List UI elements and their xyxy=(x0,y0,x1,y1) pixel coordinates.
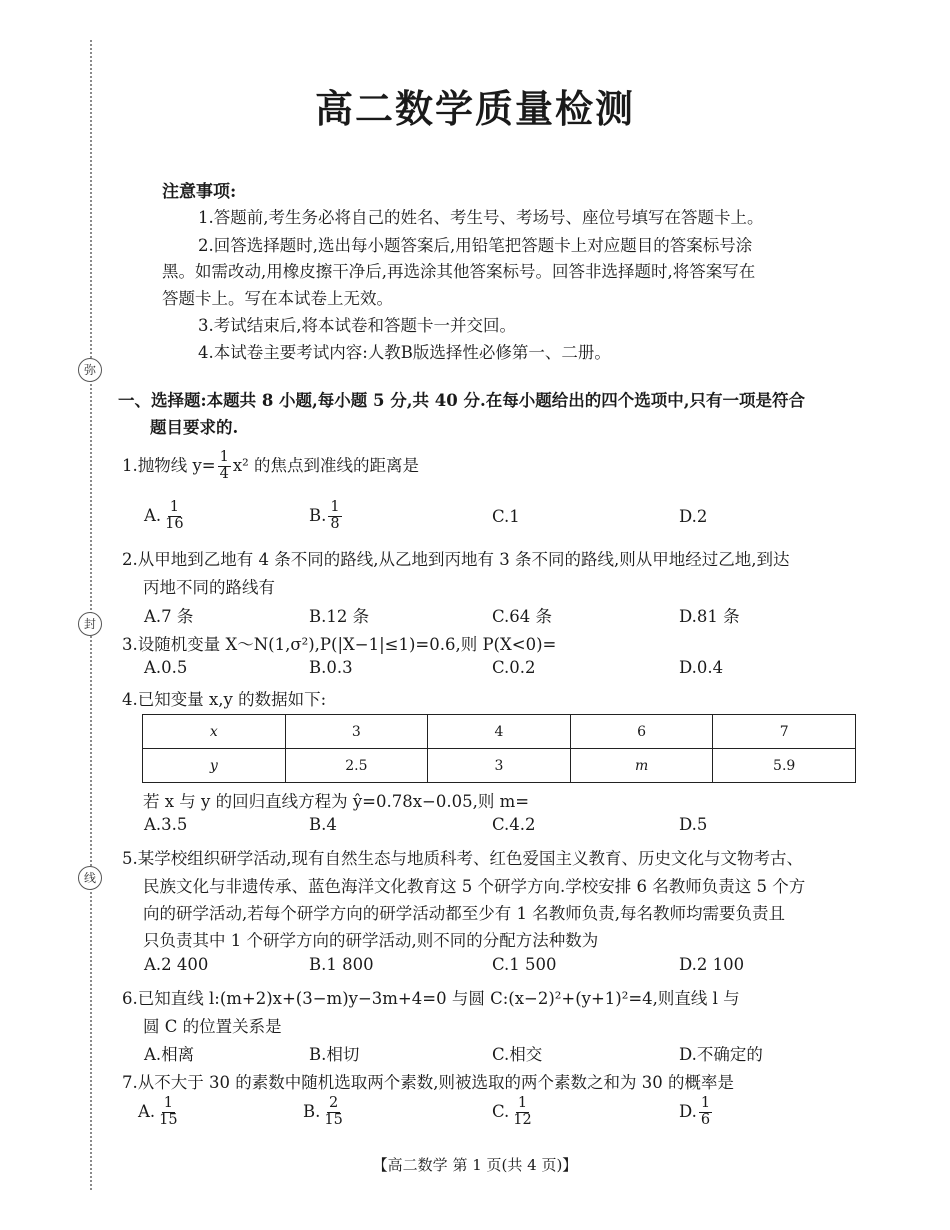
notice-line: 2.回答选择题时,选出每小题答案后,用铅笔把答题卡上对应题目的答案标号涂 xyxy=(198,236,753,255)
q1-stem-suffix: x² 的焦点到准线的距离是 xyxy=(232,455,420,475)
question-6-stem-cont: 圆 C 的位置关系是 xyxy=(143,1017,282,1036)
question-6-stem: 6.已知直线 l:(m+2)x+(3−m)y−3m+4=0 与圆 C:(x−2)²+(y+1)²=4,则直线 l 与 xyxy=(122,989,740,1008)
q2-option-b: B.12 条 xyxy=(309,607,370,626)
table-cell: 3 xyxy=(285,715,428,749)
q3-option-c: C.0.2 xyxy=(492,658,536,677)
q6-option-c: C.相交 xyxy=(492,1045,543,1064)
question-3-stem: 3.设随机变量 X～N(1,σ²),P(|X−1|≤1)=0.6,则 P(X<0)= xyxy=(122,635,557,654)
q5-option-a: A.2 400 xyxy=(144,955,209,974)
notice-line: 3.考试结束后,将本试卷和答题卡一并交回。 xyxy=(198,316,516,335)
notice-line: 1.答题前,考生务必将自己的姓名、考生号、考场号、座位号填写在答题卡上。 xyxy=(198,208,764,227)
q3-option-a: A.0.5 xyxy=(144,658,188,677)
table-cell: 6 xyxy=(570,715,713,749)
seal-mark-mi: 弥 xyxy=(78,358,102,382)
page-title: 高二数学质量检测 xyxy=(314,86,635,131)
q5-option-d: D.2 100 xyxy=(679,955,745,974)
question-2-stem: 2.从甲地到乙地有 4 条不同的路线,从乙地到丙地有 3 条不同的路线,则从甲地经过乙地,到达 xyxy=(122,550,790,569)
q7-option-d: D. $\frac{1}{6}$ xyxy=(679,1095,711,1128)
table-cell: 2.5 xyxy=(285,749,428,783)
question-5-stem-cont: 民族文化与非遗传承、蓝色海洋文化教育这 5 个研学方向.学校安排 6 名教师负责这 5 个方 xyxy=(143,877,806,896)
table-cell: 5.9 xyxy=(713,749,856,783)
q7-option-b: B. $\frac{2}{15}$ xyxy=(303,1095,343,1128)
notice-line: 黑。如需改动,用橡皮擦干净后,再选涂其他答案标号。回答非选择题时,将答案写在 xyxy=(162,262,756,281)
q4-option-c: C.4.2 xyxy=(492,815,536,834)
q4-data-table xyxy=(142,714,856,783)
question-4-stem: 4.已知变量 x,y 的数据如下: xyxy=(122,690,327,709)
q2-option-d: D.81 条 xyxy=(679,607,740,626)
table-cell: 4 xyxy=(428,715,571,749)
q3-option-b: B.0.3 xyxy=(309,658,353,677)
notice-line: 答题卡上。写在本试卷上无效。 xyxy=(162,289,393,308)
question-2-stem-cont: 丙地不同的路线有 xyxy=(143,578,275,597)
q5-option-c: C.1 500 xyxy=(492,955,557,974)
q4-option-a: A.3.5 xyxy=(144,815,188,834)
question-5-stem-cont: 只负责其中 1 个研学方向的研学活动,则不同的分配方法种数为 xyxy=(143,931,599,950)
q4-option-d: D.5 xyxy=(679,815,708,834)
q4-option-b: B.4 xyxy=(309,815,337,834)
notice-heading: 注意事项: xyxy=(162,182,237,202)
table-row xyxy=(143,715,856,749)
section-heading-cont: 题目要求的. xyxy=(150,418,239,437)
question-4-condition: 若 x 与 y 的回归直线方程为 ŷ=0.78x−0.05,则 m= xyxy=(143,792,530,811)
section-heading: 一、选择题:本题共 8 小题,每小题 5 分,共 40 分.在每小题给出的四个选项中,只有一项是符合 xyxy=(118,391,805,410)
table-cell: 3 xyxy=(428,749,571,783)
seal-mark-feng: 封 xyxy=(78,612,102,636)
q5-option-b: B.1 800 xyxy=(309,955,374,974)
q2-option-a: A.7 条 xyxy=(144,607,194,626)
q1-option-b: B. $\frac{1}{8}$ xyxy=(309,499,340,532)
q7-option-c: C. $\frac{1}{12}$ xyxy=(492,1095,532,1128)
question-1-stem xyxy=(122,450,419,483)
q6-option-d: D.不确定的 xyxy=(679,1045,763,1064)
q6-option-a: A.相离 xyxy=(144,1045,195,1064)
q3-option-d: D.0.4 xyxy=(679,658,724,677)
q1-option-a: A. $\frac{1}{16}$ xyxy=(144,499,184,532)
page-footer: 【高二数学 第 1 页(共 4 页)】 xyxy=(372,1156,578,1174)
question-7-stem: 7.从不大于 30 的素数中随机选取两个素数,则被选取的两个素数之和为 30 的概率是 xyxy=(122,1073,734,1092)
q1-option-c: C.1 xyxy=(492,507,520,526)
q1-option-d: D.2 xyxy=(679,507,708,526)
notice-line: 4.本试卷主要考试内容:人教B版选择性必修第一、二册。 xyxy=(198,343,611,362)
table-cell: y xyxy=(143,749,286,783)
q2-option-c: C.64 条 xyxy=(492,607,553,626)
q1-stem-prefix: 1.抛物线 y= xyxy=(122,455,216,475)
question-5-stem-cont: 向的研学活动,若每个研学方向的研学活动都至少有 1 名教师负责,每名教师均需要负责且 xyxy=(143,904,785,923)
seal-mark-xian: 线 xyxy=(78,866,102,890)
q7-option-a: A. $\frac{1}{15}$ xyxy=(138,1095,178,1128)
question-5-stem: 5.某学校组织研学活动,现有自然生态与地质科考、红色爱国主义教育、历史文化与文物考古、 xyxy=(122,849,803,868)
table-cell: 7 xyxy=(713,715,856,749)
q1-fraction: $\frac{1}{4}$ xyxy=(219,449,229,482)
q6-option-b: B.相切 xyxy=(309,1045,360,1064)
table-cell: x xyxy=(143,715,286,749)
table-cell: m xyxy=(570,749,713,783)
table-row xyxy=(143,749,856,783)
